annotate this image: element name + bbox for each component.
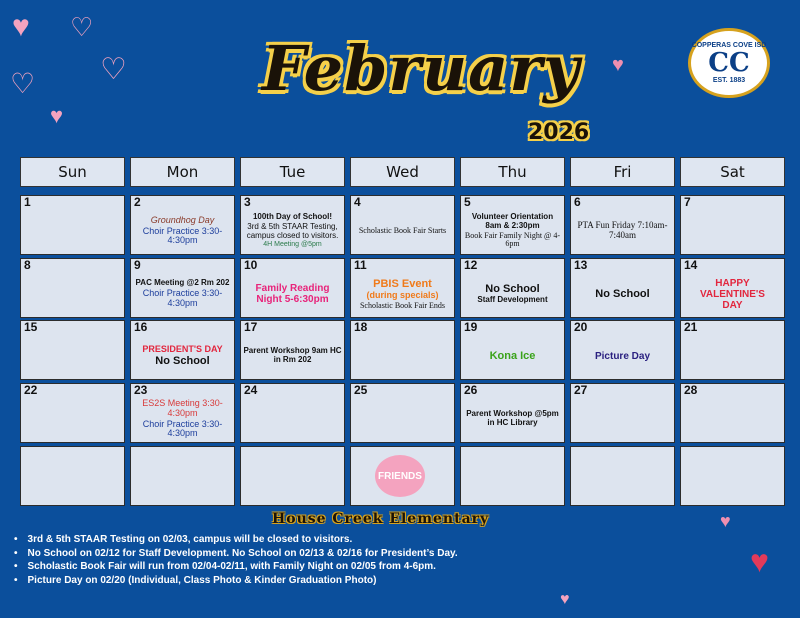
day-events	[573, 334, 672, 378]
day-events	[23, 397, 122, 441]
calendar-event: 4H Meeting @5pm	[263, 241, 322, 249]
day-number: 12	[464, 258, 478, 272]
heart-icon: ♥	[560, 591, 570, 608]
day-cell-16[interactable]	[130, 320, 235, 380]
day-events	[573, 397, 672, 441]
school-name: House Creek Elementary	[272, 511, 490, 527]
day-number: 3	[244, 195, 251, 209]
note-item: • No School on 02/12 for Staff Development. No School on 02/13 & 02/16 for President’s Day.	[14, 547, 458, 561]
day-events	[573, 272, 672, 316]
day-cell-17[interactable]	[240, 320, 345, 380]
day-events	[353, 209, 452, 253]
month-title: February	[262, 32, 581, 105]
calendar-event: Scholastic Book Fair Ends	[359, 300, 446, 310]
day-cell-19[interactable]	[460, 320, 565, 380]
note-item: • Scholastic Book Fair will run from 02/04-02/11, with Family Night on 02/05 from 4-6pm.	[14, 560, 458, 574]
weekday-header: Thu	[460, 157, 565, 187]
day-number: 4	[354, 195, 361, 209]
day-cell-25[interactable]	[350, 383, 455, 443]
heart-icon: ♥	[612, 54, 624, 76]
day-events	[683, 209, 782, 253]
heart-icon: ♥	[12, 10, 30, 43]
calendar-event: PTA Fun Friday 7:10am-7:40am	[577, 220, 668, 240]
calendar-event: ES2S Meeting 3:30-4:30pm	[142, 397, 223, 418]
calendar-event: 3rd & 5th STAAR Testing, campus closed to visitors.	[246, 221, 339, 240]
day-cell-7[interactable]	[680, 195, 785, 255]
day-number: 19	[464, 320, 478, 334]
day-number: 11	[354, 258, 367, 272]
day-cell-2[interactable]	[130, 195, 235, 255]
day-events	[463, 397, 562, 441]
logo-text-top: COPPERAS COVE ISD	[691, 42, 767, 49]
day-events	[463, 209, 562, 253]
day-number: 10	[244, 258, 258, 272]
weekday-header: Tue	[240, 157, 345, 187]
day-number: 1	[24, 195, 31, 209]
day-cell-4[interactable]	[350, 195, 455, 255]
day-number: 6	[574, 195, 581, 209]
day-cell-1[interactable]	[20, 195, 125, 255]
day-number: 27	[574, 383, 588, 397]
day-cell-6[interactable]	[570, 195, 675, 255]
calendar-event: Groundhog Day	[150, 214, 215, 225]
day-cell-14[interactable]	[680, 258, 785, 318]
day-cell-10[interactable]	[240, 258, 345, 318]
blank-cell	[350, 446, 455, 506]
logo-text-bottom: EST. 1883	[712, 77, 746, 84]
weekday-header: Wed	[350, 157, 455, 187]
calendar-event: HAPPY VALENTINE'S DAY	[700, 277, 765, 311]
day-events	[353, 397, 452, 441]
heart-icon: ♥	[720, 511, 731, 531]
day-cell-18[interactable]	[350, 320, 455, 380]
heart-icon: ♡	[100, 53, 127, 86]
district-logo	[688, 28, 770, 98]
day-events	[133, 209, 232, 253]
day-cell-5[interactable]	[460, 195, 565, 255]
day-number: 18	[354, 320, 368, 334]
calendar-event: Parent Workshop @5pm in HC Library	[466, 409, 559, 427]
calendar-event: No School	[595, 287, 650, 300]
blank-cell	[460, 446, 565, 506]
calendar-event: Family Reading Night 5-6:30pm	[255, 283, 330, 305]
blank-cell	[240, 446, 345, 506]
calendar-event: PAC Meeting @2 Rm 202	[135, 278, 230, 288]
day-number: 14	[684, 258, 698, 272]
heart-icon: ♡	[70, 12, 94, 42]
day-cell-22[interactable]	[20, 383, 125, 443]
calendar-event: Choir Practice 3:30-4:30pm	[142, 418, 223, 439]
calendar-event: No School	[485, 283, 540, 296]
day-cell-8[interactable]	[20, 258, 125, 318]
calendar-event: 100th Day of School!	[252, 211, 333, 221]
day-number: 13	[574, 258, 588, 272]
calendar-event: Kona Ice	[489, 349, 536, 362]
day-cell-13[interactable]	[570, 258, 675, 318]
weekday-header: Sun	[20, 157, 125, 187]
note-item: • Picture Day on 02/20 (Individual, Class Photo & Kinder Graduation Photo)	[14, 574, 458, 588]
day-cell-28[interactable]	[680, 383, 785, 443]
day-cell-24[interactable]	[240, 383, 345, 443]
day-cell-9[interactable]	[130, 258, 235, 318]
day-number: 23	[134, 383, 148, 397]
day-events	[573, 209, 672, 253]
day-cell-20[interactable]	[570, 320, 675, 380]
notes-list	[14, 533, 458, 587]
day-events	[23, 334, 122, 378]
logo-monogram: CC	[708, 48, 750, 78]
day-events	[463, 334, 562, 378]
day-events	[23, 209, 122, 253]
calendar-event: Choir Practice 3:30-4:30pm	[142, 288, 223, 308]
blank-cell	[20, 446, 125, 506]
heart-icon: ♥	[50, 103, 64, 128]
day-events	[683, 397, 782, 441]
calendar-event: Volunteer Orientation 8am & 2:30pm	[471, 211, 554, 230]
day-cell-11[interactable]	[350, 258, 455, 318]
day-number: 20	[574, 320, 588, 334]
day-number: 16	[134, 320, 148, 334]
note-item: • 3rd & 5th STAAR Testing on 02/03, campus will be closed to visitors.	[14, 533, 458, 547]
day-cell-27[interactable]	[570, 383, 675, 443]
weekday-header: Sat	[680, 157, 785, 187]
day-number: 17	[244, 320, 258, 334]
day-events	[243, 209, 342, 253]
day-cell-12[interactable]	[460, 258, 565, 318]
calendar-event: No School	[155, 355, 210, 368]
heart-icon: ♡	[10, 68, 36, 99]
day-number: 28	[684, 383, 698, 397]
day-events	[463, 272, 562, 316]
day-events	[23, 272, 122, 316]
weekday-header: Fri	[570, 157, 675, 187]
day-cell-15[interactable]	[20, 320, 125, 380]
day-events	[683, 334, 782, 378]
day-number: 2	[134, 195, 141, 209]
heart-icon: ♥	[750, 543, 769, 579]
day-number: 15	[24, 320, 38, 334]
day-number: 22	[24, 383, 38, 397]
calendar-event: (during specials)	[366, 289, 439, 300]
blank-cell	[680, 446, 785, 506]
blank-cell	[130, 446, 235, 506]
calendar-event: PRESIDENT'S DAY	[142, 343, 223, 354]
day-number: 25	[354, 383, 368, 397]
day-events	[243, 397, 342, 441]
day-cell-23[interactable]	[130, 383, 235, 443]
day-events	[133, 334, 232, 378]
day-number: 5	[464, 195, 471, 209]
blank-cell	[570, 446, 675, 506]
year-label: 2026	[528, 120, 590, 145]
calendar-event: Scholastic Book Fair Starts	[358, 225, 447, 235]
day-events	[683, 272, 782, 316]
day-number: 24	[244, 383, 258, 397]
day-number: 21	[684, 320, 698, 334]
day-cell-21[interactable]	[680, 320, 785, 380]
day-events	[353, 334, 452, 378]
weekday-header: Mon	[130, 157, 235, 187]
calendar-event: Parent Workshop 9am HC in Rm 202	[243, 346, 342, 364]
calendar-event: Picture Day	[594, 350, 651, 362]
day-number: 26	[464, 383, 478, 397]
calendar-event: PBIS Event	[373, 277, 432, 290]
day-cell-26[interactable]	[460, 383, 565, 443]
day-number: 7	[684, 195, 691, 209]
calendar-event: Book Fair Family Night @ 4-6pm	[464, 230, 561, 249]
day-events	[133, 272, 232, 316]
friends-sticker: FRIENDS	[375, 455, 425, 497]
day-number: 9	[134, 258, 141, 272]
day-events	[243, 334, 342, 378]
day-cell-3[interactable]	[240, 195, 345, 255]
day-number: 8	[24, 258, 31, 272]
calendar-event: Staff Development	[477, 295, 548, 305]
day-events	[243, 272, 342, 316]
day-events	[353, 272, 452, 316]
calendar-event: Choir Practice 3:30-4:30pm	[142, 225, 223, 246]
day-events	[133, 397, 232, 441]
